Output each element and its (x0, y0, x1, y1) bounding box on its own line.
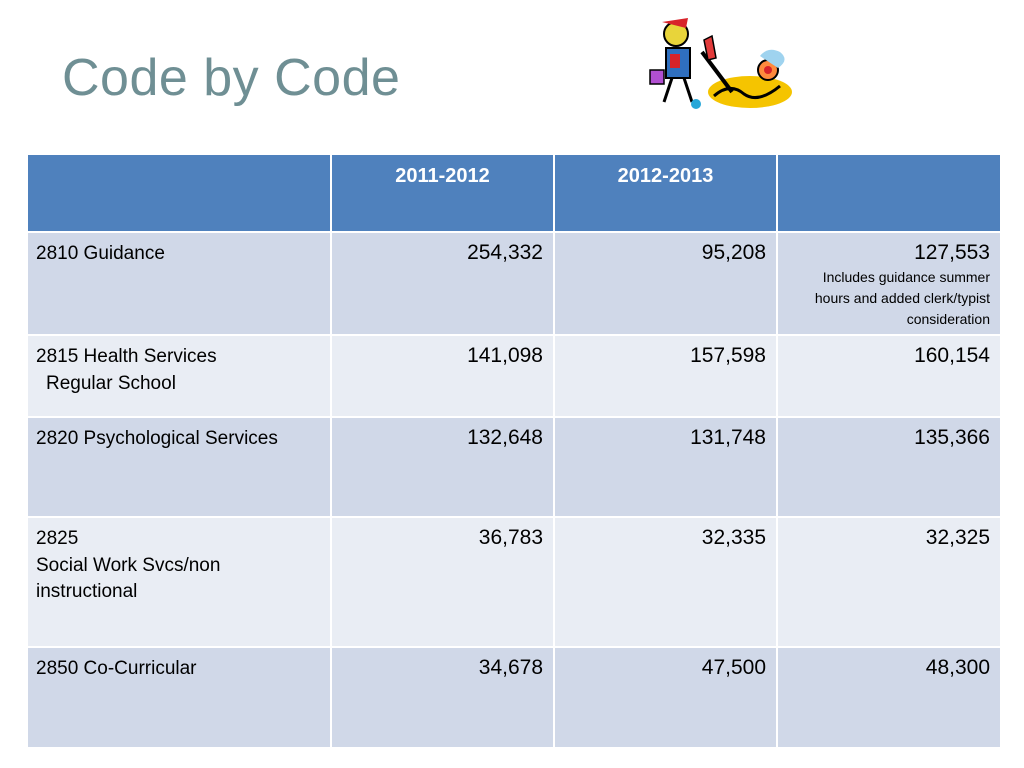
table-row (27, 232, 1001, 335)
header-blank (27, 154, 331, 232)
header-2011-2012: 2011-2012 (331, 154, 554, 232)
row-label: 2820 Psychological Services (27, 417, 331, 517)
header-blank-right (777, 154, 1001, 232)
table-row (27, 417, 1001, 517)
value-cell (777, 232, 1001, 335)
row-label: 2850 Co-Curricular (27, 647, 331, 748)
artist-clipart-icon (640, 12, 800, 120)
value-cell: 34,678 (331, 647, 554, 748)
row-label: 2810 Guidance (27, 232, 331, 335)
value-cell: 48,300 (777, 647, 1001, 748)
table-row (27, 335, 1001, 417)
row-note: Includes guidance summer hours and added clerk/typist consideration (814, 269, 990, 327)
row-label: 2825 Social Work Svcs/non instructional (27, 517, 331, 647)
value-cell: 32,325 (777, 517, 1001, 647)
header-2012-2013: 2012-2013 (554, 154, 777, 232)
table-row (27, 517, 1001, 647)
value-cell: 141,098 (331, 335, 554, 417)
value-cell: 254,332 (331, 232, 554, 335)
table-header-row (27, 154, 1001, 232)
value-cell: 32,335 (554, 517, 777, 647)
value-cell: 36,783 (331, 517, 554, 647)
value-text: 127,553 (914, 241, 990, 264)
slide-title: Code by Code (62, 49, 401, 107)
value-cell: 157,598 (554, 335, 777, 417)
value-cell: 131,748 (554, 417, 777, 517)
value-cell: 132,648 (331, 417, 554, 517)
value-cell: 95,208 (554, 232, 777, 335)
row-label: 2815 Health Services Regular School (27, 335, 331, 417)
value-cell: 47,500 (554, 647, 777, 748)
budget-table (26, 153, 1002, 749)
value-cell: 135,366 (777, 417, 1001, 517)
value-cell: 160,154 (777, 335, 1001, 417)
table-row (27, 647, 1001, 748)
